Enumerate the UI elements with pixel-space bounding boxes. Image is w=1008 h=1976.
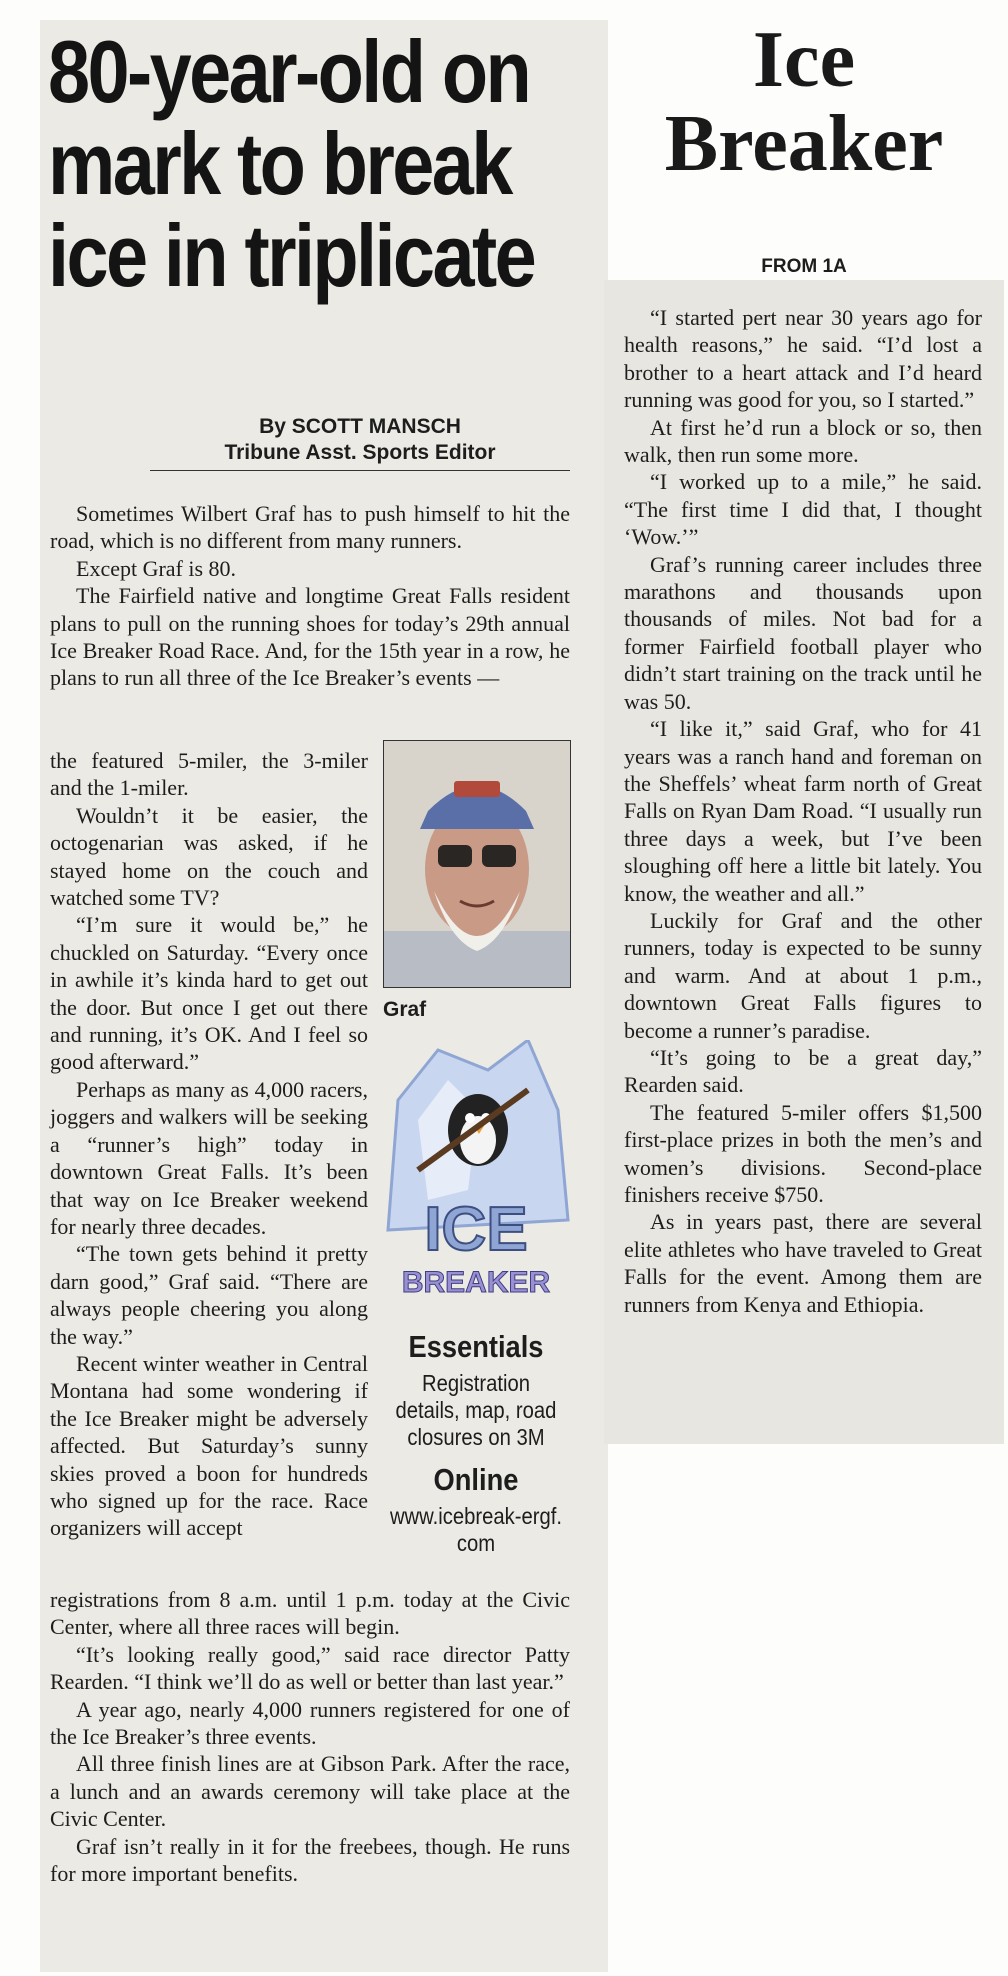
article-paragraph: “It’s looking really good,” said race director Patty Rearden. “I think we’ll do as well or better than last year.” — [50, 1641, 570, 1695]
article-body-narrow — [50, 747, 368, 1542]
portrait-icon — [384, 741, 570, 987]
article-paragraph: Except Graf is 80. — [76, 555, 237, 581]
article-body-top — [50, 500, 570, 692]
byline-rule — [150, 470, 570, 471]
article-paragraph: Graf isn’t really in it for the freebees, though. He runs for more important benefits. — [50, 1833, 570, 1887]
jump-headline — [604, 18, 1004, 186]
essentials-heading: Essentials — [408, 1329, 544, 1364]
online-heading: Online — [433, 1462, 519, 1497]
graf-photo — [383, 740, 571, 988]
article-paragraph: Graf’s running career includes three marathons and thousands upon thousands of miles. Not bad for a former Fairfield football player who didn’t start training on the track until he was 50. — [624, 551, 982, 714]
essentials-details: Registration details, map, road closures on 3M — [395, 1370, 557, 1450]
jump-label: FROM 1A — [761, 256, 847, 277]
article-paragraph: As in years past, there are several elite athletes who have traveled to Great Falls for the event. Among them are runners from Kenya and Ethiopia. — [624, 1209, 982, 1317]
article-paragraph: “I’m sure it would be,” he chuckled on Saturday. “Every once in awhile it’s kinda hard to get out the door. But once I get out there and running, it’s OK. And I feel so good afterward.” — [50, 912, 368, 1075]
byline-author: By SCOTT MANSCH — [259, 415, 461, 438]
article-paragraph: “The town gets behind it pretty darn good,” Graf said. “There are always people cheering you along the way.” — [50, 1241, 368, 1349]
article-paragraph: All three finish lines are at Gibson Park. After the race, a lunch and an awards ceremony will take place at the Civic Center. — [50, 1751, 570, 1832]
essentials-box — [378, 1328, 574, 1557]
article-paragraph: “I started pert near 30 years ago for health reasons,” he said. “I’d lost a brother to a heart attack and I’d heard running was good for you, so I started.” — [624, 305, 982, 413]
article-paragraph: registrations from 8 a.m. until 1 p.m. today at the Civic Center, where all three races will begin. — [50, 1587, 570, 1640]
article-paragraph: Wouldn’t it be easier, the octogenarian was asked, if he stayed home on the couch and watched some TV? — [50, 802, 368, 911]
website-url[interactable]: www.icebreak-ergf.com — [389, 1503, 563, 1556]
svg-text:ICE: ICE — [424, 1195, 528, 1264]
article-paragraph: “I like it,” said Graf, who for 41 years was a ranch hand and foreman on the Sheffels’ wheat farm north of Great Falls on Ryan Dam Road. “I usually run three days a week, but I’ve been sloughing off here a little bit lately. You know, the weather and all.” — [624, 716, 982, 906]
article-paragraph: Luckily for Graf and the other runners, today is expected to be sunny and warm. And at about 1 p.m., downtown Great Falls figures to become a runner’s paradise. — [624, 907, 982, 1043]
article-paragraph: Perhaps as many as 4,000 racers, joggers and walkers will be seeking a “runner’s high” today in downtown Great Falls. It’s been that way on Ice Breaker weekend for nearly three decades. — [50, 1076, 368, 1239]
article-paragraph: “I worked up to a mile,” he said. “The first time I did that, I thought ‘Wow.’” — [624, 469, 982, 550]
logo-text: BREAKER — [401, 1266, 551, 1299]
article-paragraph: “It’s going to be a great day,” Rearden said. — [624, 1044, 982, 1098]
article-paragraph: Sometimes Wilbert Graf has to push himself to hit the road, which is no different from many runners. — [50, 501, 570, 554]
headline-line: mark to break — [48, 114, 511, 213]
article-body-bottom — [50, 1586, 570, 1887]
article-paragraph: The Fairfield native and longtime Great Falls resident plans to pull on the running shoes for today’s 29th annual Ice Breaker Road Race. And, for the 15th year in a row, he plans to run all three of the Ice Breaker’s events — — [50, 583, 570, 691]
article-paragraph: Recent winter weather in Central Montana had some wondering if the Ice Breaker might be adversely affected. But Saturday’s sunny skies proved a boon for hundreds who signed up for the race. Race organizers will accept — [50, 1350, 368, 1541]
article-paragraph: the featured 5-miler, the 3-miler and the 1-miler. — [50, 748, 368, 801]
headline-line: ice in triplicate — [48, 206, 535, 305]
main-headline — [48, 22, 535, 305]
jump-headline-line: Ice — [752, 16, 856, 104]
byline-title: Tribune Asst. Sports Editor — [224, 441, 496, 464]
ice-breaker-logo — [378, 1040, 574, 1302]
jump-article-body — [624, 304, 982, 1318]
jump-headline-line: Breaker — [664, 100, 944, 188]
penguin-logo-icon — [378, 1040, 574, 1302]
article-paragraph: The featured 5-miler offers $1,500 first-place prizes in both the men’s and women’s divisions. Second-place finishers receive $750. — [624, 1099, 982, 1207]
article-paragraph: At first he’d run a block or so, then walk, then run some more. — [624, 414, 982, 468]
headline-line: 80-year-old on — [48, 22, 530, 121]
article-paragraph: A year ago, nearly 4,000 runners registered for one of the Ice Breaker’s three events. — [50, 1696, 570, 1750]
photo-caption: Graf — [383, 998, 427, 1021]
byline — [150, 414, 570, 466]
